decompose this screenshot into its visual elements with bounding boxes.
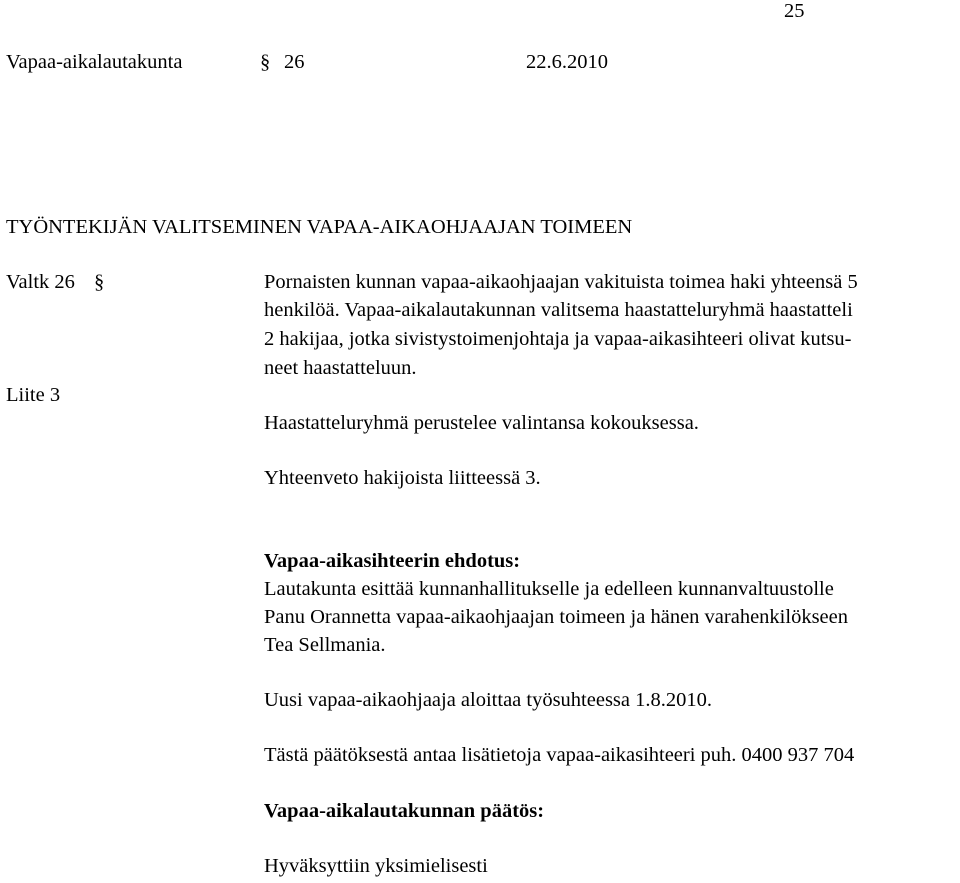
page-number: 25 [784, 0, 805, 22]
justification-text: Haastatteluryhmä perustelee valintansa kokouksessa. [264, 412, 699, 434]
intro-line-1: Pornaisten kunnan vapaa-aikaohjaajan vakituista toimea haki yhteensä 5 [264, 271, 858, 293]
meeting-date: 22.6.2010 [526, 51, 608, 73]
decision-text: Hyväksyttiin yksimielisesti [264, 855, 488, 877]
section-number: 26 [284, 51, 305, 73]
proposal-line-1: Lautakunta esittää kunnanhallitukselle ja edelleen kunnanvaltuustolle [264, 578, 834, 600]
contact-info-text: Tästä päätöksestä antaa lisätietoja vapaa-aikasihteeri puh. 0400 937 704 [264, 744, 855, 766]
intro-line-2: henkilöä. Vapaa-aikalautakunnan valitsema haastatteluryhmä haastatteli [264, 299, 853, 321]
start-date-text: Uusi vapaa-aikaohjaaja aloittaa työsuhteessa 1.8.2010. [264, 689, 713, 711]
margin-section-sign-icon: § [94, 271, 105, 293]
proposal-heading: Vapaa-aikasihteerin ehdotus: [264, 550, 521, 572]
intro-line-4: neet haastatteluun. [264, 357, 417, 379]
document-title: TYÖNTEKIJÄN VALITSEMINEN VAPAA-AIKAOHJAAJAN TOIMEEN [6, 216, 633, 238]
decision-heading: Vapaa-aikalautakunnan päätös: [264, 800, 545, 822]
committee-name: Vapaa-aikalautakunta [6, 51, 183, 73]
valtk-reference: Valtk 26 [6, 271, 75, 293]
summary-text: Yhteenveto hakijoista liitteessä 3. [264, 467, 541, 489]
proposal-line-2: Panu Orannetta vapaa-aikaohjaajan toimeen ja hänen varahenkilökseen [264, 606, 848, 628]
section-sign-icon: § [260, 51, 271, 73]
intro-line-3: 2 hakijaa, jotka sivistystoimenjohtaja ja vapaa-aikasihteeri olivat kutsu- [264, 328, 852, 350]
attachment-reference: Liite 3 [6, 384, 61, 406]
proposal-line-3: Tea Sellmania. [264, 634, 386, 656]
